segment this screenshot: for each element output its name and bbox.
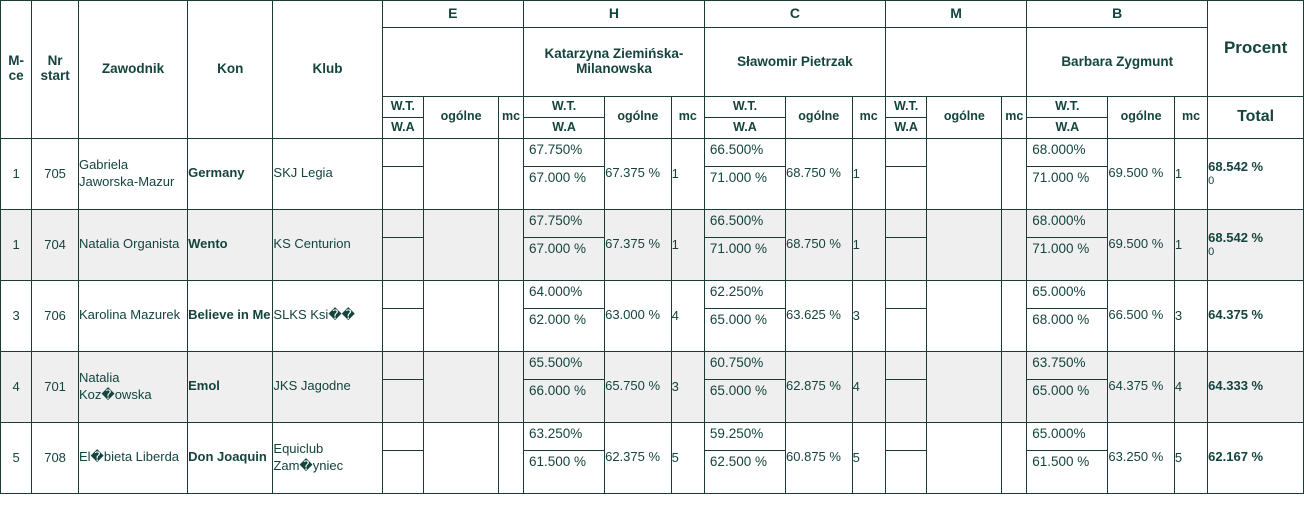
total-value: 64.333 % — [1208, 378, 1264, 394]
cell-wt-m — [886, 352, 927, 380]
cell-wa-h: 67.000 % — [529, 240, 587, 256]
subcol-mc-m: mc — [1002, 97, 1027, 139]
table-row[interactable] — [1, 422, 1304, 493]
cell-mc-e — [499, 280, 524, 351]
cell-start-no: 705 — [32, 138, 79, 209]
cell-wt-e — [383, 352, 424, 380]
cell-wt-b: 65.000% — [1027, 423, 1107, 451]
cell-start-no: 701 — [32, 351, 79, 422]
judge-name-b: Barbara Zygmunt — [1027, 28, 1208, 97]
cell-rider: Karolina Mazurek — [78, 280, 187, 351]
subcol-wa-m: W.A — [894, 119, 918, 134]
cell-wa-c: 65.000 % — [709, 382, 767, 398]
cell-mc-b: 1 — [1174, 209, 1207, 280]
cell-score-e — [382, 422, 424, 493]
cell-wt-e — [383, 281, 424, 309]
cell-score-c — [704, 138, 785, 209]
cell-wt-h: 67.750% — [524, 139, 604, 167]
cell-wt-b: 68.000% — [1027, 210, 1107, 238]
cell-score-b — [1027, 280, 1108, 351]
cell-wa-b: 68.000 % — [1032, 311, 1090, 327]
cell-mc-e — [499, 209, 524, 280]
cell-wa-m — [886, 380, 927, 422]
cell-mc-c: 4 — [852, 351, 885, 422]
table-row[interactable] — [1, 138, 1304, 209]
cell-mc-m — [1002, 351, 1027, 422]
cell-score-b — [1027, 138, 1108, 209]
col-header-horse: Kon — [188, 1, 273, 139]
cell-score-b — [1027, 422, 1108, 493]
cell-ogolne-m — [927, 422, 1002, 493]
subcol-wt-wa-c — [704, 97, 785, 139]
subcol-mc-h: mc — [671, 97, 704, 139]
subcol-wa-e: W.A — [391, 119, 415, 134]
cell-mc-e — [499, 351, 524, 422]
total-sub: 0 — [1208, 175, 1215, 188]
cell-wa-h: 62.000 % — [529, 311, 587, 327]
cell-horse: Don Joaquin — [188, 422, 273, 493]
cell-rider: Natalia Koz�owska — [78, 351, 187, 422]
cell-mc-h: 1 — [671, 209, 704, 280]
cell-mc-h: 5 — [671, 422, 704, 493]
cell-ogolne-m — [927, 280, 1002, 351]
cell-wa-b: 71.000 % — [1032, 240, 1090, 256]
cell-wa-b: 65.000 % — [1032, 382, 1090, 398]
cell-club: Equiclub Zam�yniec — [273, 422, 382, 493]
cell-wt-c: 66.500% — [705, 210, 785, 238]
cell-wa-c: 71.000 % — [709, 169, 767, 185]
cell-mc-c: 5 — [852, 422, 885, 493]
cell-wt-e — [383, 423, 424, 451]
cell-mc-b: 1 — [1174, 138, 1207, 209]
cell-mc-b: 3 — [1174, 280, 1207, 351]
judge-name-c: Sławomir Pietrzak — [704, 28, 885, 97]
cell-wt-c: 66.500% — [705, 139, 785, 167]
cell-wt-e — [383, 139, 424, 167]
cell-wa-c: 62.500 % — [709, 453, 767, 469]
subcol-wt-wa-e — [382, 97, 424, 139]
cell-wt-m — [886, 139, 927, 167]
cell-mc-h: 1 — [671, 138, 704, 209]
total-value: 62.167 % — [1208, 449, 1264, 465]
results-body — [1, 138, 1304, 493]
cell-total — [1208, 138, 1304, 209]
subcol-mc-e: mc — [499, 97, 524, 139]
cell-wa-e — [383, 309, 424, 351]
cell-ogolne-c: 68.750 % — [786, 209, 853, 280]
judge-name-e — [382, 28, 523, 97]
cell-start-no: 704 — [32, 209, 79, 280]
cell-wa-c: 71.000 % — [709, 240, 767, 256]
cell-ogolne-b: 66.500 % — [1108, 280, 1175, 351]
header-row-letters — [1, 1, 1304, 28]
cell-score-e — [382, 138, 424, 209]
cell-ogolne-c: 60.875 % — [786, 422, 853, 493]
cell-mc-h: 4 — [671, 280, 704, 351]
cell-score-h — [524, 138, 605, 209]
subcol-wt-wa-b — [1027, 97, 1108, 139]
subcol-wt-m: W.T. — [886, 97, 927, 118]
subcol-wt-wa-m — [885, 97, 927, 139]
cell-mc-m — [1002, 422, 1027, 493]
cell-ogolne-b: 69.500 % — [1108, 138, 1175, 209]
total-sub: 0 — [1208, 246, 1215, 259]
cell-wa-b: 61.500 % — [1032, 453, 1090, 469]
cell-horse: Wento — [188, 209, 273, 280]
cell-wt-h: 67.750% — [524, 210, 604, 238]
cell-mc-m — [1002, 138, 1027, 209]
cell-wa-m — [886, 451, 927, 493]
cell-score-h — [524, 351, 605, 422]
subcol-wt-h: W.T. — [524, 97, 604, 118]
cell-wa-c: 65.000 % — [709, 311, 767, 327]
subcol-ogolne-c: ogólne — [786, 97, 853, 139]
cell-wa-e — [383, 238, 424, 280]
cell-ogolne-b: 64.375 % — [1108, 351, 1175, 422]
cell-ogolne-c: 68.750 % — [786, 138, 853, 209]
cell-wt-m — [886, 281, 927, 309]
col-header-place: M-ce — [1, 1, 32, 139]
col-header-club: Klub — [273, 1, 382, 139]
cell-wt-m — [886, 423, 927, 451]
table-row[interactable] — [1, 280, 1304, 351]
cell-mc-m — [1002, 209, 1027, 280]
cell-score-b — [1027, 351, 1108, 422]
cell-wa-e — [383, 380, 424, 422]
cell-ogolne-e — [424, 209, 499, 280]
cell-place: 1 — [1, 209, 32, 280]
cell-wt-b: 65.000% — [1027, 281, 1107, 309]
cell-club: KS Centurion — [273, 209, 382, 280]
cell-mc-h: 3 — [671, 351, 704, 422]
cell-ogolne-h: 67.375 % — [605, 138, 672, 209]
subcol-ogolne-b: ogólne — [1108, 97, 1175, 139]
cell-wa-m — [886, 238, 927, 280]
cell-ogolne-m — [927, 138, 1002, 209]
judge-name-h: Katarzyna Ziemińska-Milanowska — [524, 28, 705, 97]
cell-wa-e — [383, 451, 424, 493]
cell-mc-m — [1002, 280, 1027, 351]
cell-wt-m — [886, 210, 927, 238]
cell-wt-c: 60.750% — [705, 352, 785, 380]
cell-wa-h: 66.000 % — [529, 382, 587, 398]
cell-mc-e — [499, 138, 524, 209]
cell-score-e — [382, 280, 424, 351]
cell-ogolne-e — [424, 280, 499, 351]
judge-letter-b: B — [1027, 1, 1208, 28]
cell-place: 1 — [1, 138, 32, 209]
subcol-ogolne-e: ogólne — [424, 97, 499, 139]
cell-ogolne-c: 63.625 % — [786, 280, 853, 351]
subcol-wa-b: W.A — [1055, 119, 1080, 134]
subcol-mc-b: mc — [1174, 97, 1207, 139]
subcol-ogolne-h: ogólne — [605, 97, 672, 139]
total-value: 68.542 % — [1208, 158, 1264, 174]
cell-ogolne-h: 67.375 % — [605, 209, 672, 280]
cell-mc-b: 5 — [1174, 422, 1207, 493]
cell-mc-c: 1 — [852, 209, 885, 280]
cell-place: 4 — [1, 351, 32, 422]
cell-place: 3 — [1, 280, 32, 351]
table-row[interactable] — [1, 351, 1304, 422]
cell-ogolne-b: 63.250 % — [1108, 422, 1175, 493]
cell-score-c — [704, 280, 785, 351]
cell-wa-m — [886, 167, 927, 209]
cell-ogolne-m — [927, 209, 1002, 280]
cell-total — [1208, 209, 1304, 280]
cell-club: SLKS Ksi�� — [273, 280, 382, 351]
cell-score-h — [524, 209, 605, 280]
cell-ogolne-e — [424, 422, 499, 493]
cell-mc-c: 3 — [852, 280, 885, 351]
cell-rider: El�bieta Liberda — [78, 422, 187, 493]
subcol-wa-h: W.A — [552, 119, 576, 134]
cell-score-h — [524, 280, 605, 351]
cell-wt-b: 68.000% — [1027, 139, 1107, 167]
cell-score-c — [704, 422, 785, 493]
cell-score-m — [885, 209, 927, 280]
col-header-percent: Procent — [1208, 1, 1304, 97]
cell-total — [1208, 280, 1304, 351]
total-value: 64.375 % — [1208, 307, 1264, 323]
cell-horse: Germany — [188, 138, 273, 209]
cell-wt-h: 64.000% — [524, 281, 604, 309]
cell-wa-b: 71.000 % — [1032, 169, 1090, 185]
cell-wt-c: 59.250% — [705, 423, 785, 451]
cell-wt-c: 62.250% — [705, 281, 785, 309]
cell-wt-h: 65.500% — [524, 352, 604, 380]
cell-place: 5 — [1, 422, 32, 493]
subcol-ogolne-m: ogólne — [927, 97, 1002, 139]
cell-ogolne-h: 65.750 % — [605, 351, 672, 422]
table-row[interactable] — [1, 209, 1304, 280]
cell-club: SKJ Legia — [273, 138, 382, 209]
cell-ogolne-e — [424, 351, 499, 422]
cell-wa-h: 61.500 % — [529, 453, 587, 469]
subcol-wa-c: W.A — [733, 119, 757, 134]
cell-score-e — [382, 209, 424, 280]
cell-score-m — [885, 422, 927, 493]
cell-wt-e — [383, 210, 424, 238]
subcol-wt-wa-h — [524, 97, 605, 139]
cell-mc-c: 1 — [852, 138, 885, 209]
cell-score-h — [524, 422, 605, 493]
cell-score-b — [1027, 209, 1108, 280]
judge-name-m — [885, 28, 1026, 97]
subcol-wt-e: W.T. — [383, 97, 424, 118]
cell-score-m — [885, 280, 927, 351]
cell-wa-h: 67.000 % — [529, 169, 587, 185]
cell-wt-b: 63.750% — [1027, 352, 1107, 380]
cell-ogolne-m — [927, 351, 1002, 422]
cell-horse: Emol — [188, 351, 273, 422]
cell-wa-e — [383, 167, 424, 209]
cell-score-m — [885, 351, 927, 422]
cell-ogolne-b: 69.500 % — [1108, 209, 1175, 280]
cell-mc-e — [499, 422, 524, 493]
cell-wt-h: 63.250% — [524, 423, 604, 451]
cell-horse: Believe in Me — [188, 280, 273, 351]
cell-rider: Natalia Organista — [78, 209, 187, 280]
cell-mc-b: 4 — [1174, 351, 1207, 422]
cell-score-c — [704, 209, 785, 280]
cell-club: JKS Jagodne — [273, 351, 382, 422]
col-header-total: Total — [1208, 97, 1304, 139]
total-value: 68.542 % — [1208, 229, 1264, 245]
cell-ogolne-h: 63.000 % — [605, 280, 672, 351]
col-header-rider: Zawodnik — [78, 1, 187, 139]
judge-letter-e: E — [382, 1, 523, 28]
cell-start-no: 706 — [32, 280, 79, 351]
subcol-mc-c: mc — [852, 97, 885, 139]
cell-ogolne-h: 62.375 % — [605, 422, 672, 493]
cell-score-c — [704, 351, 785, 422]
cell-ogolne-e — [424, 138, 499, 209]
cell-start-no: 708 — [32, 422, 79, 493]
cell-rider: Gabriela Jaworska-Mazur — [78, 138, 187, 209]
cell-score-e — [382, 351, 424, 422]
cell-wa-m — [886, 309, 927, 351]
cell-ogolne-c: 62.875 % — [786, 351, 853, 422]
col-header-start-no: Nr start — [32, 1, 79, 139]
subcol-wt-c: W.T. — [705, 97, 785, 118]
judge-letter-c: C — [704, 1, 885, 28]
cell-total — [1208, 422, 1304, 493]
cell-score-m — [885, 138, 927, 209]
judge-letter-m: M — [885, 1, 1026, 28]
subcol-wt-b: W.T. — [1027, 97, 1107, 118]
cell-total — [1208, 351, 1304, 422]
judge-letter-h: H — [524, 1, 705, 28]
